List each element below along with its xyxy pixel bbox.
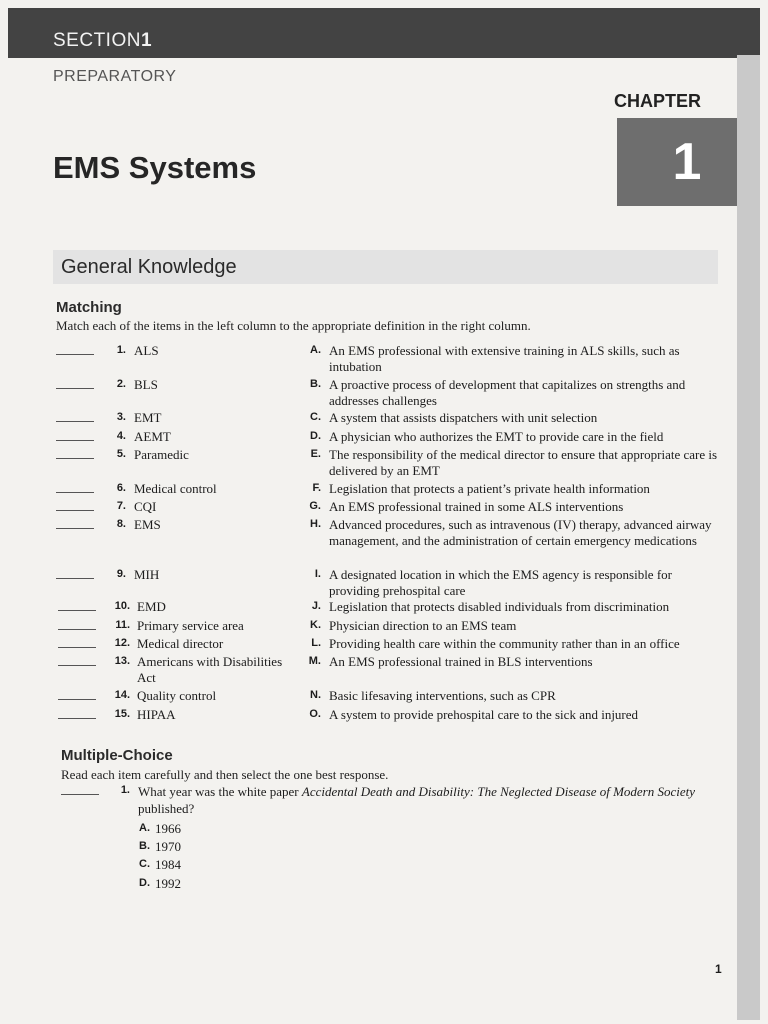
chapter-number: 1 xyxy=(617,118,737,206)
matching-heading: Matching xyxy=(56,299,122,316)
answer-blank[interactable] xyxy=(58,647,96,648)
item-number: 8. xyxy=(116,518,126,530)
item-term: EMD xyxy=(137,599,166,614)
definition-letter: H. xyxy=(310,518,321,530)
option-letter: A. xyxy=(139,822,150,834)
definition-letter: F. xyxy=(312,482,321,494)
item-number: 3. xyxy=(116,411,126,423)
definition-letter: B. xyxy=(310,378,321,390)
definition-text: Legislation that protects a patient’s private health information xyxy=(329,481,650,496)
item-term: BLS xyxy=(134,377,158,392)
item-number: 15. xyxy=(114,708,130,720)
item-number: 11. xyxy=(115,619,130,631)
definition-text: An EMS professional trained in some ALS interventions xyxy=(329,499,624,514)
definition-text: Providing health care within the community rather than in an office xyxy=(329,636,680,651)
section-name: PREPARATORY xyxy=(53,68,177,85)
section-label xyxy=(53,30,152,52)
item-term: EMT xyxy=(134,410,162,425)
definition-letter: J. xyxy=(311,600,321,612)
chapter-title: EMS Systems xyxy=(53,150,257,185)
definition-letter: D. xyxy=(310,430,321,442)
option-text: 1992 xyxy=(155,876,181,891)
definition-letter: L. xyxy=(311,637,321,649)
mc-heading: Multiple-Choice xyxy=(61,747,173,764)
definition-text: Basic lifesaving interventions, such as CPR xyxy=(329,688,556,703)
item-term: HIPAA xyxy=(137,707,176,722)
item-number: 13. xyxy=(114,655,130,667)
section-word: SECTION xyxy=(53,30,141,51)
mc-instructions: Read each item carefully and then select the one best response. xyxy=(61,767,389,782)
definition-text: An EMS professional with extensive training in ALS skills, such as intubation xyxy=(329,343,680,374)
definition-letter: G. xyxy=(309,500,321,512)
option-letter: D. xyxy=(139,877,150,889)
answer-blank[interactable] xyxy=(56,510,94,511)
answer-blank[interactable] xyxy=(58,610,96,611)
item-term: Medical control xyxy=(134,481,217,496)
item-number: 5. xyxy=(116,448,126,460)
answer-blank[interactable] xyxy=(56,440,94,441)
question-number: 1. xyxy=(120,784,130,796)
definition-text: Physician direction to an EMS team xyxy=(329,618,517,633)
item-term: Medical director xyxy=(137,636,224,651)
page-edge-bar xyxy=(737,55,760,1020)
option-text: 1966 xyxy=(155,821,181,836)
definition-text: Legislation that protects disabled individuals from discrimination xyxy=(329,599,670,614)
definition-letter: I. xyxy=(314,568,321,580)
question-text-before: What year was the white paper xyxy=(138,784,302,799)
question-text-after: published? xyxy=(138,801,195,816)
definition-letter: A. xyxy=(310,344,321,356)
definition-text: A physician who authorizes the EMT to provide care in the field xyxy=(329,429,664,444)
option-text: 1970 xyxy=(155,839,181,854)
answer-blank[interactable] xyxy=(58,629,96,630)
chapter-label: CHAPTER xyxy=(614,91,702,111)
page-number: 1 xyxy=(715,962,722,976)
item-number: 10. xyxy=(114,600,130,612)
answer-blank[interactable] xyxy=(56,528,94,529)
definition-text: A proactive process of development that capitalizes on strengths and addresses challenges xyxy=(329,377,686,408)
item-number: 9. xyxy=(116,568,126,580)
answer-blank[interactable] xyxy=(56,458,94,459)
item-number: 14. xyxy=(114,689,130,701)
answer-blank[interactable] xyxy=(56,388,94,389)
item-term: Paramedic xyxy=(134,447,189,462)
matching-instructions: Match each of the items in the left column to the appropriate definition in the right column. xyxy=(56,318,531,333)
item-term: ALS xyxy=(134,343,159,358)
answer-blank[interactable] xyxy=(58,665,96,666)
item-number: 7. xyxy=(116,500,126,512)
definition-text: Advanced procedures, such as intravenous (IV) therapy, advanced airway management, and the administration of certain emergency medications xyxy=(329,517,712,548)
definition-letter: O. xyxy=(309,708,321,720)
general-knowledge-title: General Knowledge xyxy=(61,256,237,278)
answer-blank[interactable] xyxy=(61,794,99,795)
answer-blank[interactable] xyxy=(58,699,96,700)
definition-letter: K. xyxy=(310,619,321,631)
answer-blank[interactable] xyxy=(56,578,94,579)
item-term: Quality control xyxy=(137,688,217,703)
definition-text: An EMS professional trained in BLS interventions xyxy=(329,654,593,669)
item-term: EMS xyxy=(134,517,161,532)
definition-text: A system to provide prehospital care to the sick and injured xyxy=(329,707,639,722)
answer-blank[interactable] xyxy=(58,718,96,719)
answer-blank[interactable] xyxy=(56,492,94,493)
item-term: MIH xyxy=(134,567,160,582)
item-term: CQI xyxy=(134,499,157,514)
definition-text: The responsibility of the medical director to ensure that appropriate care is delivered by an EMT xyxy=(329,447,718,478)
option-letter: C. xyxy=(139,858,150,870)
item-number: 12. xyxy=(114,637,130,649)
item-term: AEMT xyxy=(134,429,171,444)
answer-blank[interactable] xyxy=(56,421,94,422)
answer-blank[interactable] xyxy=(56,354,94,355)
item-number: 1. xyxy=(116,344,126,356)
definition-letter: M. xyxy=(308,655,321,667)
question-text xyxy=(138,783,703,817)
item-term: Americans with Disabilities Act xyxy=(137,654,283,685)
section-number: 1 xyxy=(140,30,153,51)
definition-text: A designated location in which the EMS agency is responsible for providing prehospital care xyxy=(329,567,672,598)
definition-letter: E. xyxy=(310,448,321,460)
item-number: 6. xyxy=(116,482,126,494)
definition-letter: N. xyxy=(310,689,321,701)
item-number: 2. xyxy=(116,378,126,390)
question-text-italic: Accidental Death and Disability: The Neglected Disease of Modern Society xyxy=(301,784,696,799)
definition-letter: C. xyxy=(310,411,321,423)
item-term: Primary service area xyxy=(137,618,244,633)
option-letter: B. xyxy=(139,840,150,852)
option-text: 1984 xyxy=(155,857,181,872)
item-number: 4. xyxy=(116,430,126,442)
definition-text: A system that assists dispatchers with unit selection xyxy=(329,410,598,425)
